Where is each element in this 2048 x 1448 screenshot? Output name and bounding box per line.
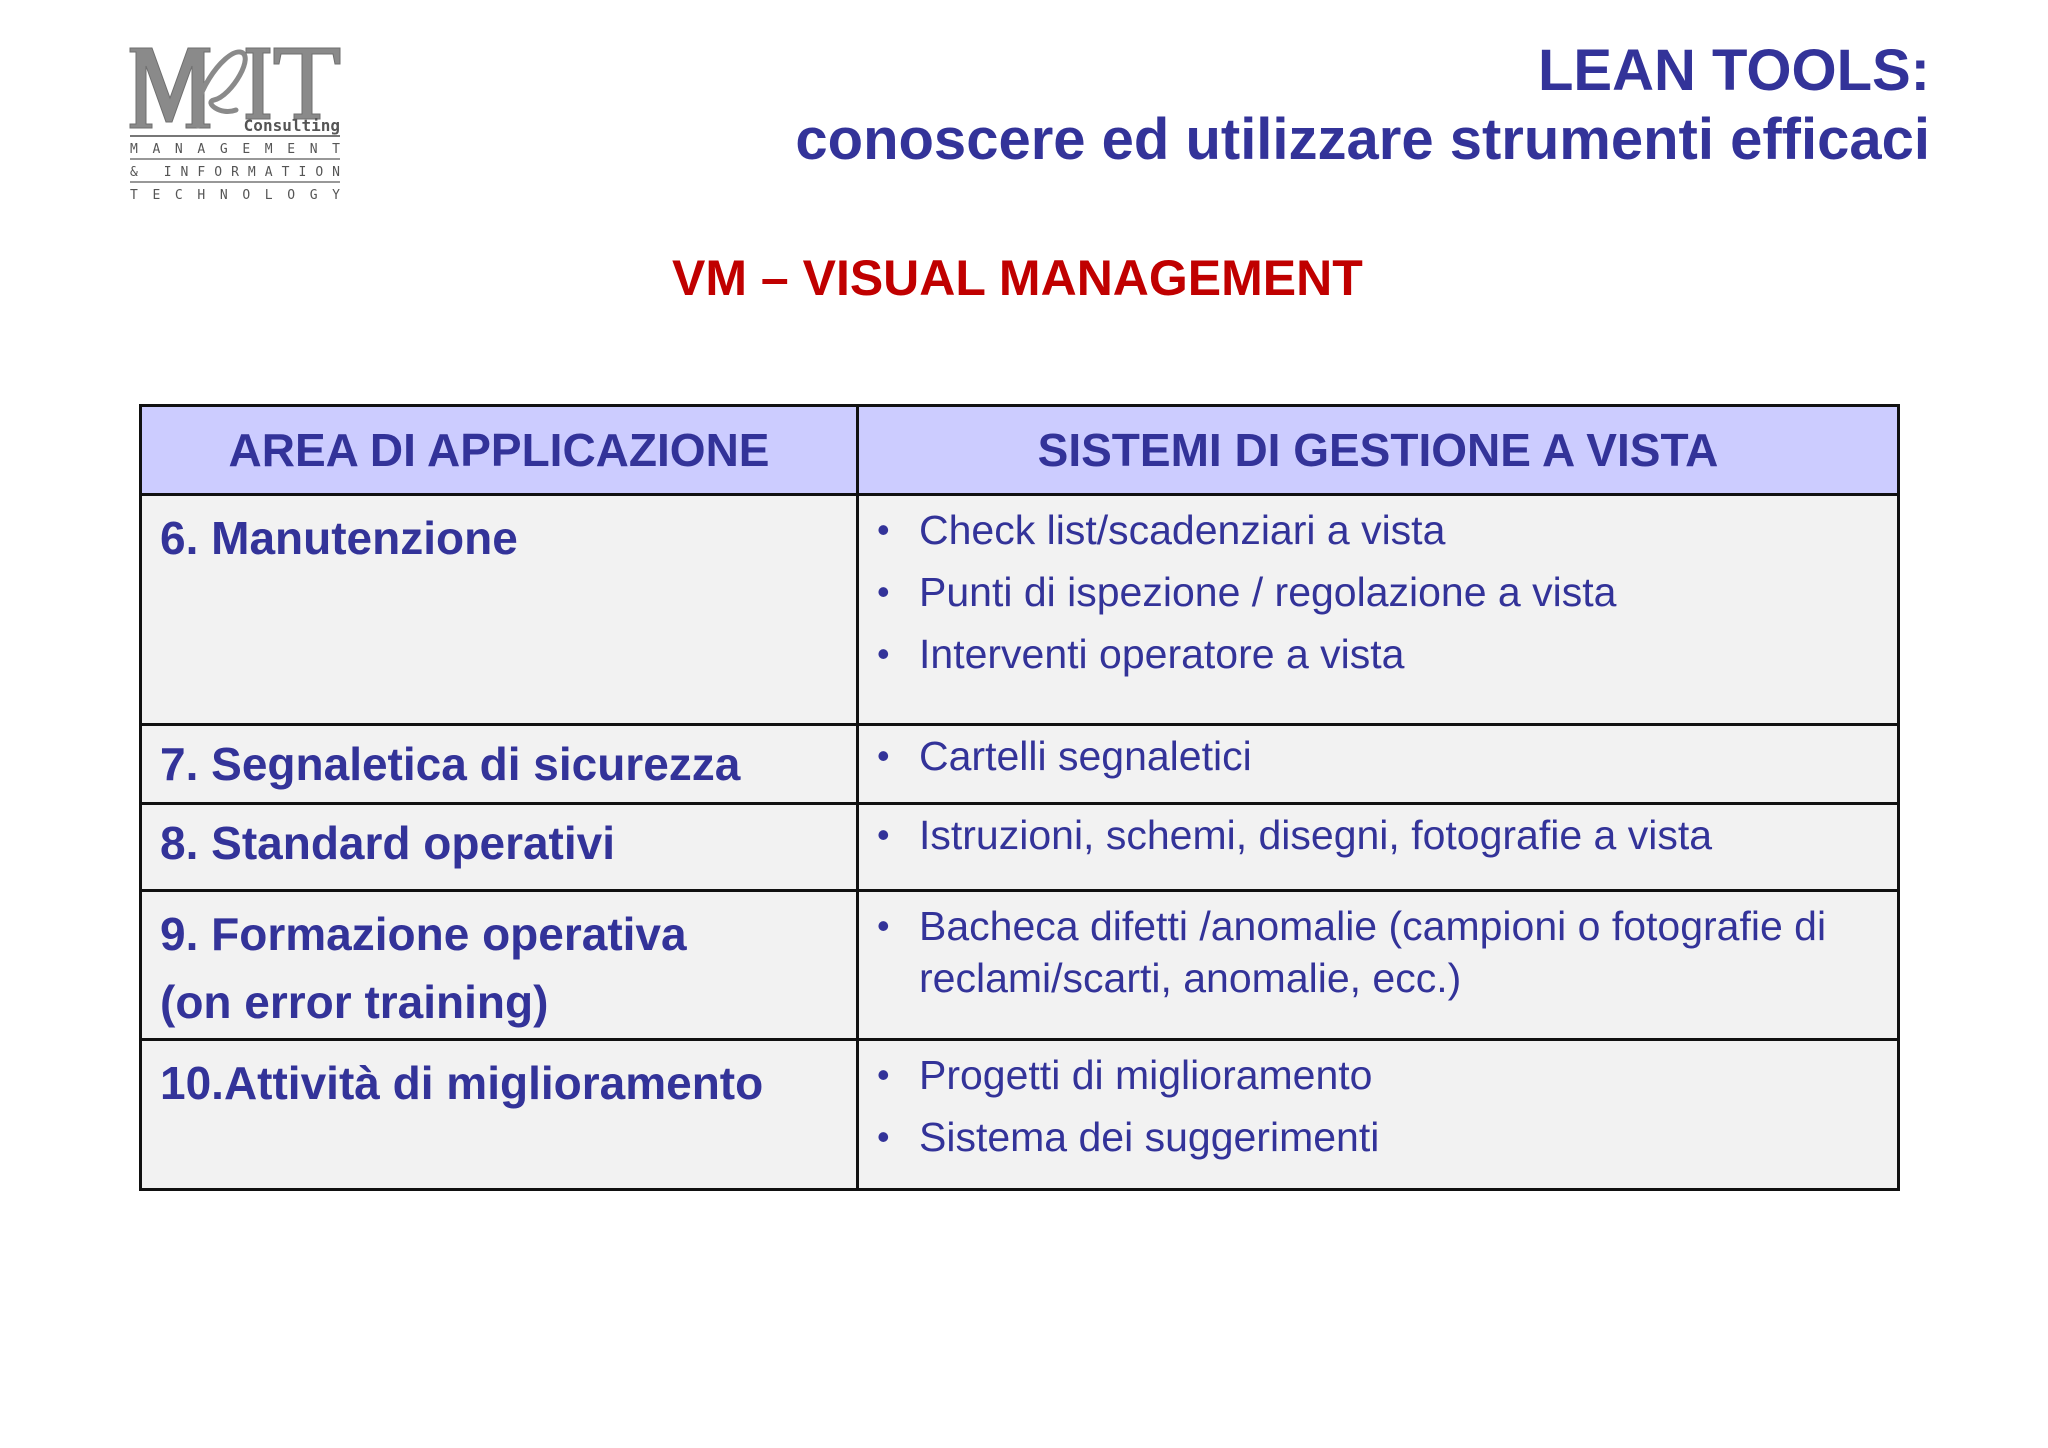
systems-list	[859, 892, 1897, 1004]
systems-list	[859, 726, 1897, 782]
systems-cell	[858, 1040, 1899, 1190]
systems-cell	[858, 804, 1899, 891]
area-label: 7. Segnaletica di sicurezza	[160, 738, 741, 790]
title-line-2: conoscere ed utilizzare strumenti efficaci	[795, 107, 1930, 172]
header-area: AREA DI APPLICAZIONE	[141, 406, 858, 495]
area-label: 6. Manutenzione	[160, 512, 518, 564]
header-sistemi: SISTEMI DI GESTIONE A VISTA	[858, 406, 1899, 495]
area-cell	[141, 495, 858, 725]
area-label: 10.Attività di miglioramento	[160, 1057, 764, 1109]
table-row	[141, 495, 1899, 725]
area-label: 9. Formazione operativa	[160, 908, 687, 960]
area-cell	[141, 1040, 858, 1190]
page-title	[795, 40, 1930, 178]
svg-text:& INFORMATION: & INFORMATION	[130, 165, 340, 180]
svg-text:MANAGEMENT: MANAGEMENT	[130, 142, 340, 157]
table-row	[141, 1040, 1899, 1190]
list-item: • Check list/scadenziari a vista	[877, 504, 1887, 556]
area-cell	[141, 725, 858, 804]
list-item: • Punti di ispezione / regolazione a vista	[877, 566, 1887, 618]
table-row	[141, 725, 1899, 804]
table-row	[141, 891, 1899, 1040]
area-label-line-2: (on error training)	[160, 976, 549, 1028]
systems-list	[859, 496, 1897, 680]
list-item: • Sistema dei suggerimenti	[877, 1111, 1887, 1163]
section-subtitle: VM – VISUAL MANAGEMENT	[672, 250, 1363, 306]
systems-cell	[858, 891, 1899, 1040]
visual-management-table	[139, 404, 1900, 1191]
list-item: • Progetti di miglioramento	[877, 1049, 1887, 1101]
svg-text:Consulting: Consulting	[243, 116, 340, 135]
systems-list	[859, 1041, 1897, 1163]
systems-cell	[858, 725, 1899, 804]
area-cell	[141, 804, 858, 891]
company-logo	[128, 40, 344, 206]
systems-cell	[858, 495, 1899, 725]
list-item: • Bacheca difetti /anomalie (campioni o fotografie di reclami/scarti, anomalie, ecc.)	[877, 900, 1887, 1004]
table-header-row	[141, 406, 1899, 495]
area-label: 8. Standard operativi	[160, 817, 616, 869]
table-row	[141, 804, 1899, 891]
list-item: • Interventi operatore a vista	[877, 628, 1887, 680]
logo-lettering	[130, 116, 340, 203]
svg-text:TECHNOLOGY: TECHNOLOGY	[130, 188, 340, 203]
systems-list	[859, 805, 1897, 861]
title-line-1: LEAN TOOLS:	[1537, 38, 1930, 103]
list-item: • Cartelli segnaletici	[877, 730, 1887, 782]
list-item: • Istruzioni, schemi, disegni, fotografie a vista	[877, 809, 1887, 861]
area-cell	[141, 891, 858, 1040]
